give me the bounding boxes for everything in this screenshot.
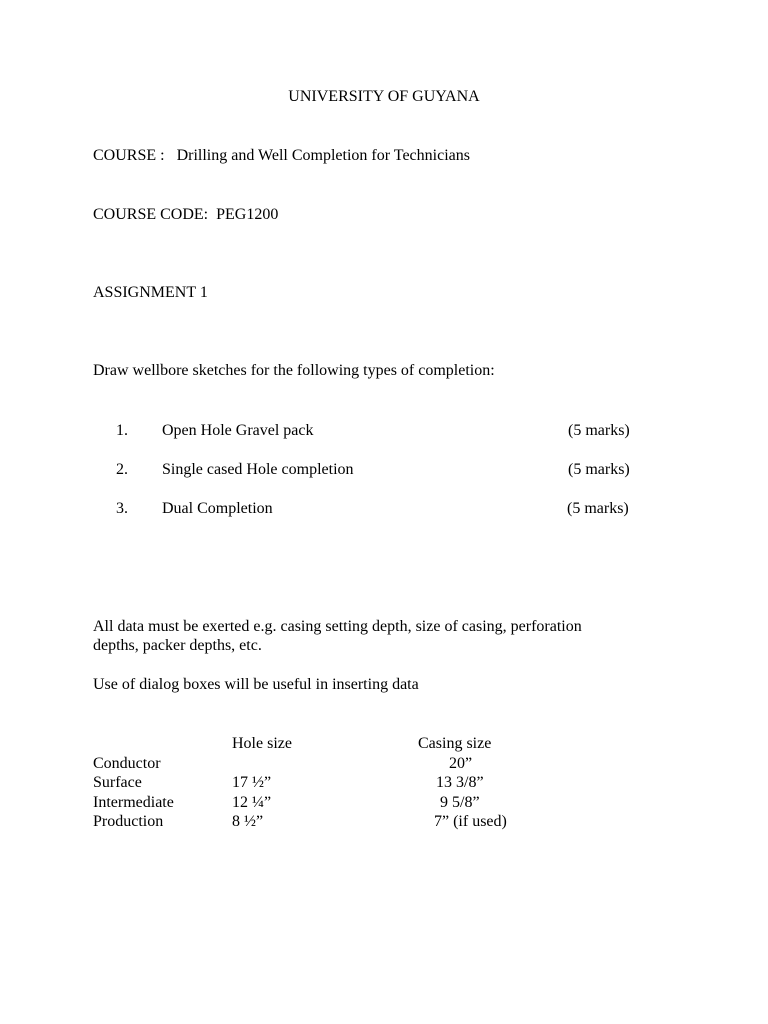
assignment-heading: ASSIGNMENT 1 bbox=[93, 284, 208, 301]
row-casing-size: 13 3/8” bbox=[436, 774, 484, 791]
hole-size-header: Hole size bbox=[232, 735, 292, 752]
task-marks: (5 marks) bbox=[568, 422, 630, 439]
task-title: Dual Completion bbox=[162, 500, 273, 517]
row-casing-size: 20” bbox=[449, 755, 473, 772]
university-title: UNIVERSITY OF GUYANA bbox=[288, 88, 480, 105]
task-marks: (5 marks) bbox=[568, 461, 630, 478]
task-number: 3. bbox=[116, 500, 128, 517]
row-hole-size: 17 ½” bbox=[232, 774, 272, 791]
row-name: Conductor bbox=[93, 755, 161, 772]
row-name: Surface bbox=[93, 774, 142, 791]
course-line: COURSE : Drilling and Well Completion for Technicians bbox=[93, 147, 470, 164]
task-number: 1. bbox=[116, 422, 128, 439]
row-hole-size: 8 ½” bbox=[232, 813, 264, 830]
casing-size-header: Casing size bbox=[418, 735, 492, 752]
data-note-line-1: All data must be exerted e.g. casing setting depth, size of casing, perforation bbox=[93, 618, 582, 635]
task-number: 2. bbox=[116, 461, 128, 478]
data-note-line-2: depths, packer depths, etc. bbox=[93, 637, 262, 654]
task-marks: (5 marks) bbox=[567, 500, 629, 517]
row-hole-size: 12 ¼” bbox=[232, 794, 272, 811]
row-name: Intermediate bbox=[93, 794, 174, 811]
row-casing-size: 7” (if used) bbox=[434, 813, 507, 830]
task-title: Open Hole Gravel pack bbox=[162, 422, 314, 439]
instruction-text: Draw wellbore sketches for the following types of completion: bbox=[93, 362, 495, 379]
row-name: Production bbox=[93, 813, 164, 830]
course-code-line: COURSE CODE: PEG1200 bbox=[93, 206, 279, 223]
dialog-note: Use of dialog boxes will be useful in inserting data bbox=[93, 676, 419, 693]
task-title: Single cased Hole completion bbox=[162, 461, 354, 478]
row-casing-size: 9 5/8” bbox=[440, 794, 480, 811]
